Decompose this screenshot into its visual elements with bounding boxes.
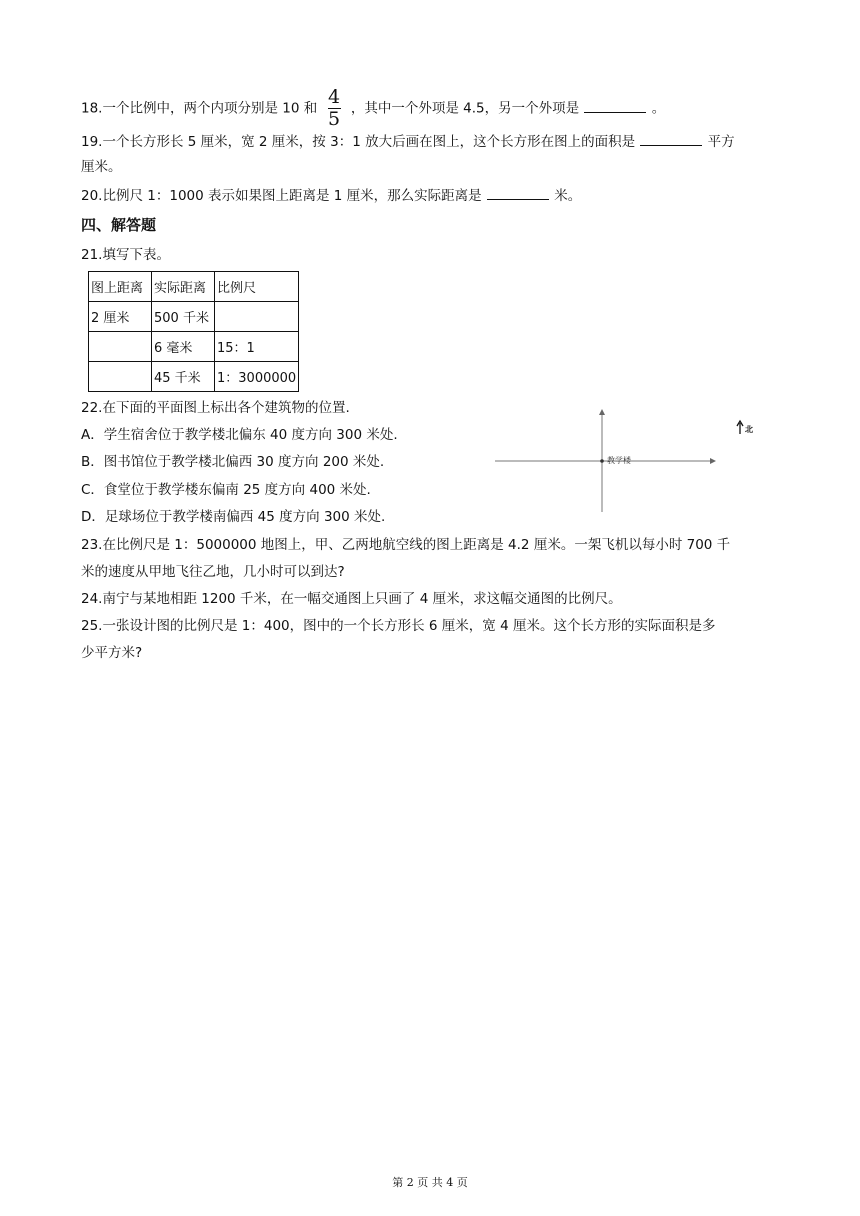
q20-answer-blank[interactable] bbox=[487, 185, 549, 200]
question-19 bbox=[81, 131, 735, 152]
q19-text-part2: 平方 bbox=[707, 134, 735, 150]
q22-item-b: B．图书馆位于教学楼北偏西 30 度方向 200 米处. bbox=[81, 454, 385, 470]
q22-item-c: C．食堂位于教学楼东偏南 25 度方向 400 米处. bbox=[81, 482, 371, 498]
question-23-line2: 米的速度从甲地飞往乙地，几小时可以到达? bbox=[81, 564, 345, 580]
question-21: 21.填写下表。 bbox=[81, 247, 170, 263]
table-row bbox=[89, 362, 299, 392]
q20-text-part2: 米。 bbox=[554, 188, 582, 204]
table-cell: 6 毫米 bbox=[152, 332, 215, 362]
north-label: 北 bbox=[745, 425, 753, 434]
teaching-building-point bbox=[600, 459, 604, 463]
question-25-line2: 少平方米? bbox=[81, 645, 143, 661]
table-header-cell: 实际距离 bbox=[152, 272, 215, 302]
fraction-four-fifths bbox=[328, 88, 341, 129]
question-19-line2: 厘米。 bbox=[81, 159, 122, 175]
table-cell: 500 千米 bbox=[152, 302, 215, 332]
question-24: 24.南宁与某地相距 1200 千米，在一幅交通图上只画了 4 厘米，求这幅交通图的比例尺。 bbox=[81, 591, 622, 607]
q18-text-end: 。 bbox=[651, 100, 666, 117]
table-header-cell: 比例尺 bbox=[215, 272, 299, 302]
table-header-cell: 图上距离 bbox=[89, 272, 152, 302]
table-cell-blank[interactable] bbox=[215, 302, 299, 332]
page-footer: 第 2 页 共 4 页 bbox=[392, 1176, 468, 1189]
question-22: 22.在下面的平面图上标出各个建筑物的位置. bbox=[81, 400, 350, 416]
q18-text-part1: 18.一个比例中，两个内项分别是 10 和 bbox=[81, 100, 318, 117]
table-cell: 15：1 bbox=[215, 332, 299, 362]
q22-item-d: D．足球场位于教学楼南偏西 45 度方向 300 米处. bbox=[81, 509, 386, 525]
section-heading: 四、解答题 bbox=[81, 216, 157, 234]
q19-text-part1: 19.一个长方形长 5 厘米，宽 2 厘米，按 3：1 放大后画在图上，这个长方形在图上的面积是 bbox=[81, 134, 636, 150]
table-cell: 1：3000000 bbox=[215, 362, 299, 392]
q18-answer-blank[interactable] bbox=[584, 98, 646, 113]
table-row bbox=[89, 332, 299, 362]
table-cell: 45 千米 bbox=[152, 362, 215, 392]
q20-text-part1: 20.比例尺 1：1000 表示如果图上距离是 1 厘米，那么实际距离是 bbox=[81, 188, 482, 204]
table-cell-blank[interactable] bbox=[89, 362, 152, 392]
question-18 bbox=[81, 88, 665, 129]
north-arrow-icon bbox=[737, 421, 743, 434]
question-25: 25.一张设计图的比例尺是 1：400，图中的一个长方形长 6 厘米，宽 4 厘米。这个长方形的实际面积是多 bbox=[81, 618, 716, 634]
teaching-building-label: 教学楼 bbox=[607, 456, 631, 465]
building-plan-diagram[interactable] bbox=[490, 406, 770, 516]
fraction-numerator: 4 bbox=[327, 86, 341, 108]
table-header-row bbox=[89, 272, 299, 302]
table-row bbox=[89, 302, 299, 332]
question-20 bbox=[81, 185, 581, 206]
table-cell: 2 厘米 bbox=[89, 302, 152, 332]
table-cell-blank[interactable] bbox=[89, 332, 152, 362]
question-23: 23.在比例尺是 1：5000000 地图上，甲、乙两地航空线的图上距离是 4.2 厘米。一架飞机以每小时 700 千 bbox=[81, 537, 731, 553]
scale-table bbox=[88, 271, 299, 392]
q18-text-part2: ，其中一个外项是 4.5，另一个外项是 bbox=[350, 100, 580, 117]
q22-item-a: A．学生宿舍位于教学楼北偏东 40 度方向 300 米处. bbox=[81, 427, 398, 443]
q19-answer-blank[interactable] bbox=[640, 131, 702, 146]
fraction-denominator: 5 bbox=[327, 108, 341, 130]
